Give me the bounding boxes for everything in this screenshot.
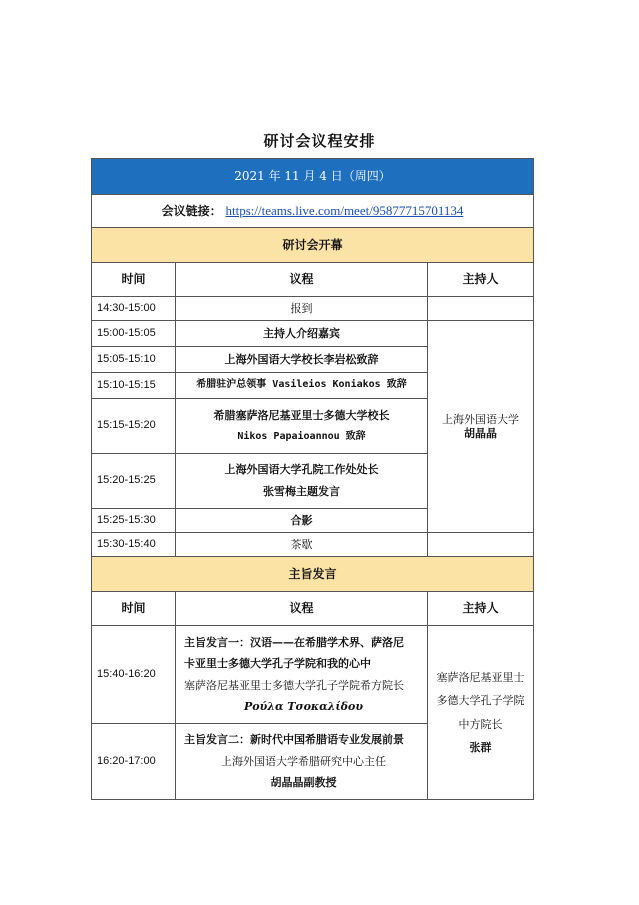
section-header-keynote <box>92 557 534 592</box>
date-row <box>92 159 534 195</box>
column-header-time: 时间 <box>92 592 176 626</box>
row-agenda-line: 主旨发言二：新时代中国希腊语专业发展前景 <box>184 733 404 747</box>
row-agenda: 上海外国语大学校长李岩松致辞 <box>176 347 428 373</box>
column-header-host: 主持人 <box>428 592 534 626</box>
row-agenda-line: 卡亚里士多德大学孔子学院和我的心中 <box>184 657 371 671</box>
row-agenda: 希腊驻沪总领事 Vasileios Koniakos 致辞 <box>176 373 428 399</box>
row-agenda <box>176 399 428 454</box>
row-agenda: 主持人介绍嘉宾 <box>176 321 428 347</box>
row-agenda <box>176 626 428 724</box>
host-org-line: 多德大学孔子学院 <box>436 694 525 708</box>
column-header-agenda: 议程 <box>176 592 428 626</box>
row-agenda-line: 塞萨洛尼基亚里士多德大学孔子学院希方院长 <box>184 678 404 692</box>
row-time: 15:25-15:30 <box>92 509 176 533</box>
row-time: 15:10-15:15 <box>92 373 176 399</box>
link-row <box>92 195 534 228</box>
host-org-line: 中方院长 <box>458 717 503 731</box>
row-agenda: 茶歇 <box>176 533 428 557</box>
host-cell-opening <box>428 321 534 533</box>
empty-host-cell <box>428 533 534 557</box>
row-agenda-line: 张雪梅主题发言 <box>263 485 340 498</box>
column-header-host: 主持人 <box>428 263 534 297</box>
meeting-date: 2021 年 11 月 4 日（周四） <box>92 159 534 195</box>
host-org: 上海外国语大学 <box>442 412 519 426</box>
row-agenda-line: 主旨发言一：汉语——在希腊学术界、萨洛尼 <box>184 635 404 649</box>
row-time: 15:40-16:20 <box>92 626 176 724</box>
section-title: 研讨会开幕 <box>92 228 534 263</box>
row-time: 15:15-15:20 <box>92 399 176 454</box>
host-name: 胡晶晶 <box>464 426 497 440</box>
row-agenda: 报到 <box>176 297 428 321</box>
host-org-line: 塞萨洛尼基亚里士 <box>436 671 525 685</box>
empty-host-cell <box>428 297 534 321</box>
row-agenda: 合影 <box>176 509 428 533</box>
table-row <box>92 533 534 557</box>
row-agenda <box>176 724 428 800</box>
table-row <box>92 297 534 321</box>
host-name: 张群 <box>469 740 492 754</box>
row-time: 15:05-15:10 <box>92 347 176 373</box>
row-time: 15:20-15:25 <box>92 454 176 509</box>
section-title: 主旨发言 <box>92 557 534 592</box>
row-agenda-line: 上海外国语大学孔院工作处处长 <box>224 463 379 476</box>
column-header-row <box>92 592 534 626</box>
page-title: 研讨会议程安排 <box>263 132 376 150</box>
table-row <box>92 321 534 347</box>
row-agenda-line: 胡晶晶副教授 <box>270 776 337 790</box>
column-header-agenda: 议程 <box>176 263 428 297</box>
row-agenda <box>176 454 428 509</box>
row-agenda-line: 上海外国语大学希腊研究中心主任 <box>221 754 386 768</box>
meeting-link[interactable]: https://teams.live.com/meet/95877715701134 <box>225 202 464 218</box>
row-time: 15:00-15:05 <box>92 321 176 347</box>
row-agenda-line: Ρούλα Τσοκαλίδου <box>244 699 363 713</box>
table-row <box>92 626 534 724</box>
row-time: 14:30-15:00 <box>92 297 176 321</box>
agenda-table <box>91 158 534 800</box>
column-header-time: 时间 <box>92 263 176 297</box>
row-time: 15:30-15:40 <box>92 533 176 557</box>
row-time: 16:20-17:00 <box>92 724 176 800</box>
row-agenda-line: 希腊塞萨洛尼基亚里士多德大学校长 <box>213 409 390 422</box>
column-header-row <box>92 263 534 297</box>
section-header-opening <box>92 228 534 263</box>
link-label: 会议链接： <box>161 203 222 218</box>
host-cell-keynote <box>428 626 534 800</box>
row-agenda-line: Nikos Papaioannou 致辞 <box>237 431 366 442</box>
